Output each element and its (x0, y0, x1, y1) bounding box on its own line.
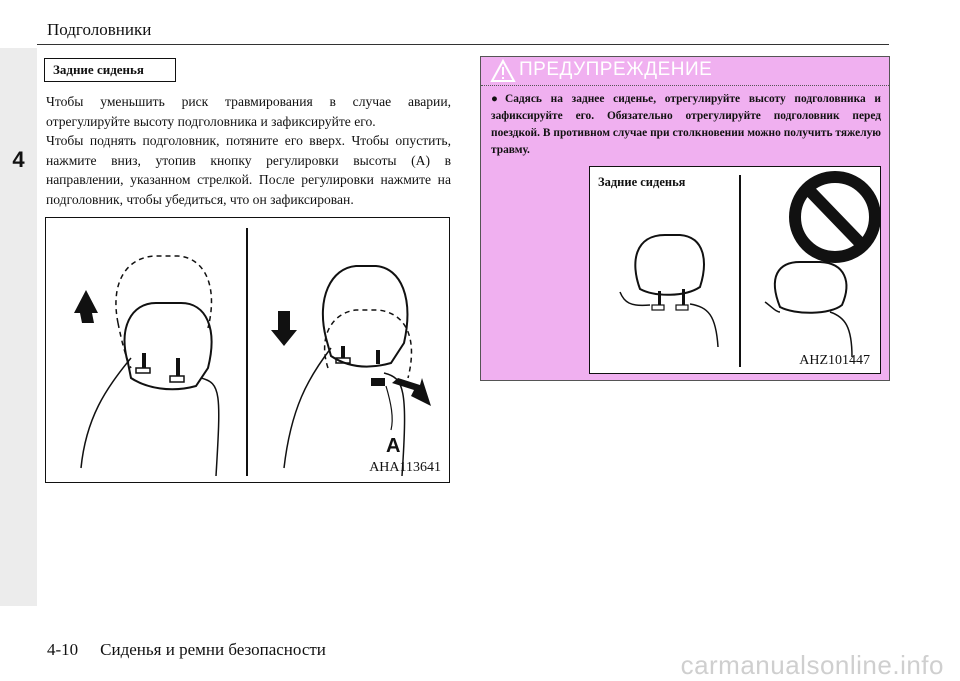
warning-illustration (590, 167, 882, 375)
header-rule (37, 44, 889, 45)
headrest-illustration (46, 218, 451, 484)
up-arrow-icon (74, 290, 98, 323)
body-paragraph-2: Чтобы поднять подголовник, потяните его вверх. Чтобы опустить, нажмите вниз, утопив кнопку регулировки высоты (A) в направлении, указанном стрелкой. После регулировки нажмите на подголовник, чтобы убедиться, что он зафиксирован. (46, 133, 451, 207)
footer-section: Сиденья и ремни безопасности (100, 640, 326, 659)
bullet-icon: ● (491, 93, 498, 105)
section-label: Задние сиденья (44, 58, 176, 82)
side-strip (0, 48, 37, 606)
warning-figure-code: AHZ101447 (799, 353, 870, 368)
down-arrow-icon (271, 311, 297, 346)
callout-a: A (386, 435, 401, 457)
warning-text-content: Садясь на заднее сиденье, отрегулируйте высоту подголовника и зафиксируйте его. Обязательно отрегулируйте подголовник перед поездкой. В противном случае при столкновении можно получить тяжелую травму. (491, 93, 881, 156)
page-footer (47, 640, 326, 660)
warning-title: ПРЕДУПРЕЖДЕНИЕ (519, 59, 713, 80)
figure-code: AHA113641 (369, 460, 441, 475)
body-paragraph-1: Чтобы уменьшить риск травмирования в случае аварии, отрегулируйте высоту подголовника и зафиксируйте его. (46, 94, 451, 129)
headrest-adjust-figure (45, 217, 450, 483)
page-number: 4-10 (47, 640, 79, 659)
warning-box (480, 56, 890, 381)
warning-triangle-icon (491, 60, 515, 82)
body-text (46, 92, 451, 210)
watermark: carmanualsonline.info (680, 650, 944, 680)
push-arrow-icon (392, 378, 431, 406)
warning-header (481, 57, 889, 86)
warning-text (491, 91, 881, 159)
warning-figure (589, 166, 881, 374)
prohibition-icon (795, 177, 875, 257)
chapter-tab: 4 (12, 147, 25, 172)
page-header-title: Подголовники (47, 20, 152, 39)
warning-figure-label: Задние сиденья (598, 175, 686, 189)
